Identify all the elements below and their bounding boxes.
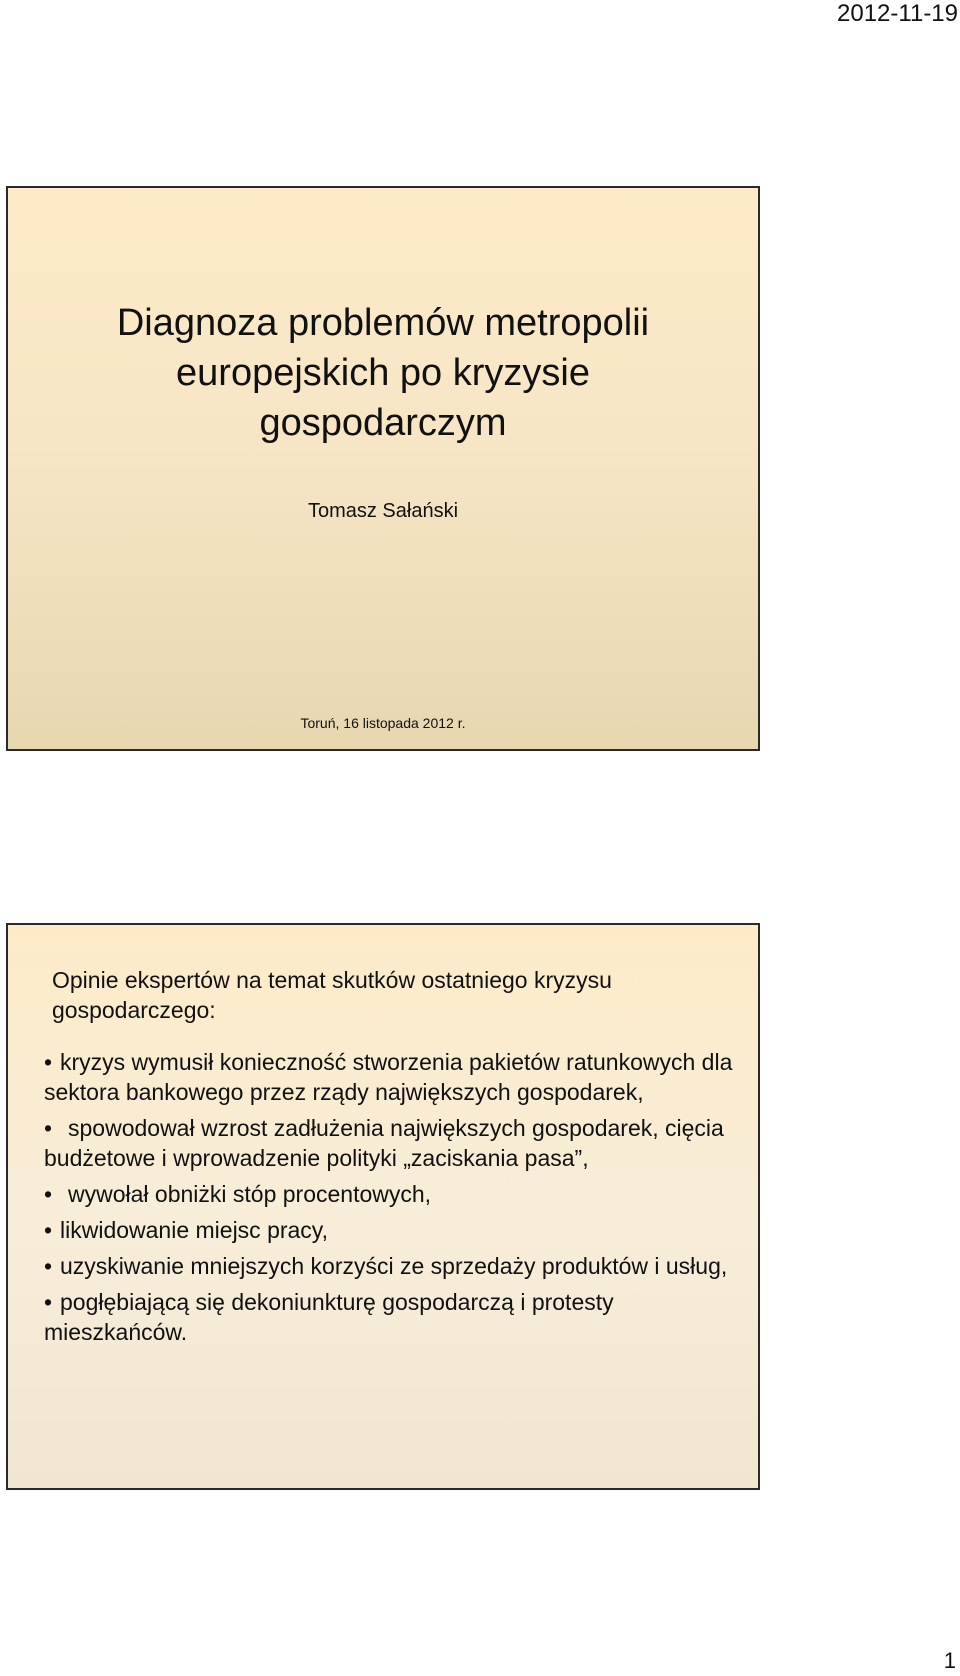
list-item bbox=[44, 1251, 744, 1281]
list-item bbox=[44, 1287, 744, 1347]
bullet-marker: • bbox=[44, 1289, 53, 1315]
bullet-text: spowodował wzrost zadłużenia największych gospodarek, cięcia budżetowe i wprowadzenie polityki „zaciskania pasa”, bbox=[44, 1115, 724, 1171]
slide-title-line-1: Diagnoza problemów metropolii bbox=[116, 302, 650, 344]
list-item bbox=[44, 1047, 744, 1107]
bullet-marker: • bbox=[44, 1181, 53, 1207]
slide-title-line-3: gospodarczym bbox=[259, 402, 507, 444]
slide-author: Tomasz Sałański bbox=[307, 500, 459, 522]
bullet-text: wywołał obniżki stóp procentowych, bbox=[68, 1181, 432, 1207]
slide-place-date: Toruń, 16 listopada 2012 r. bbox=[300, 715, 466, 731]
list-item bbox=[44, 1179, 744, 1209]
slide-title-line-2: europejskich po kryzysie bbox=[176, 352, 590, 394]
content-slide bbox=[6, 923, 760, 1490]
bullet-marker: • bbox=[44, 1217, 53, 1243]
title-slide bbox=[6, 186, 760, 751]
list-item bbox=[44, 1215, 744, 1245]
list-item bbox=[44, 1113, 744, 1173]
page-number: 1 bbox=[943, 1648, 956, 1673]
bullet-marker: • bbox=[44, 1115, 53, 1141]
bullet-list bbox=[44, 1047, 744, 1353]
bullet-marker: • bbox=[44, 1049, 53, 1075]
slide-intro: Opinie ekspertów na temat skutków ostatniego kryzysu gospodarczego: bbox=[52, 967, 612, 1023]
slide-title bbox=[8, 298, 758, 448]
bullet-marker: • bbox=[44, 1253, 53, 1279]
bullet-text: likwidowanie miejsc pracy, bbox=[60, 1217, 328, 1243]
bullet-text: kryzys wymusił konieczność stworzenia pakietów ratunkowych dla sektora bankowego przez rządy największych gospodarek, bbox=[44, 1049, 733, 1105]
bullet-text: uzyskiwanie mniejszych korzyści ze sprzedaży produktów i usług, bbox=[60, 1253, 728, 1279]
bullet-text: pogłębiającą się dekoniunkturę gospodarczą i protesty mieszkańców. bbox=[44, 1289, 614, 1345]
page-date: 2012-11-19 bbox=[837, 0, 958, 27]
